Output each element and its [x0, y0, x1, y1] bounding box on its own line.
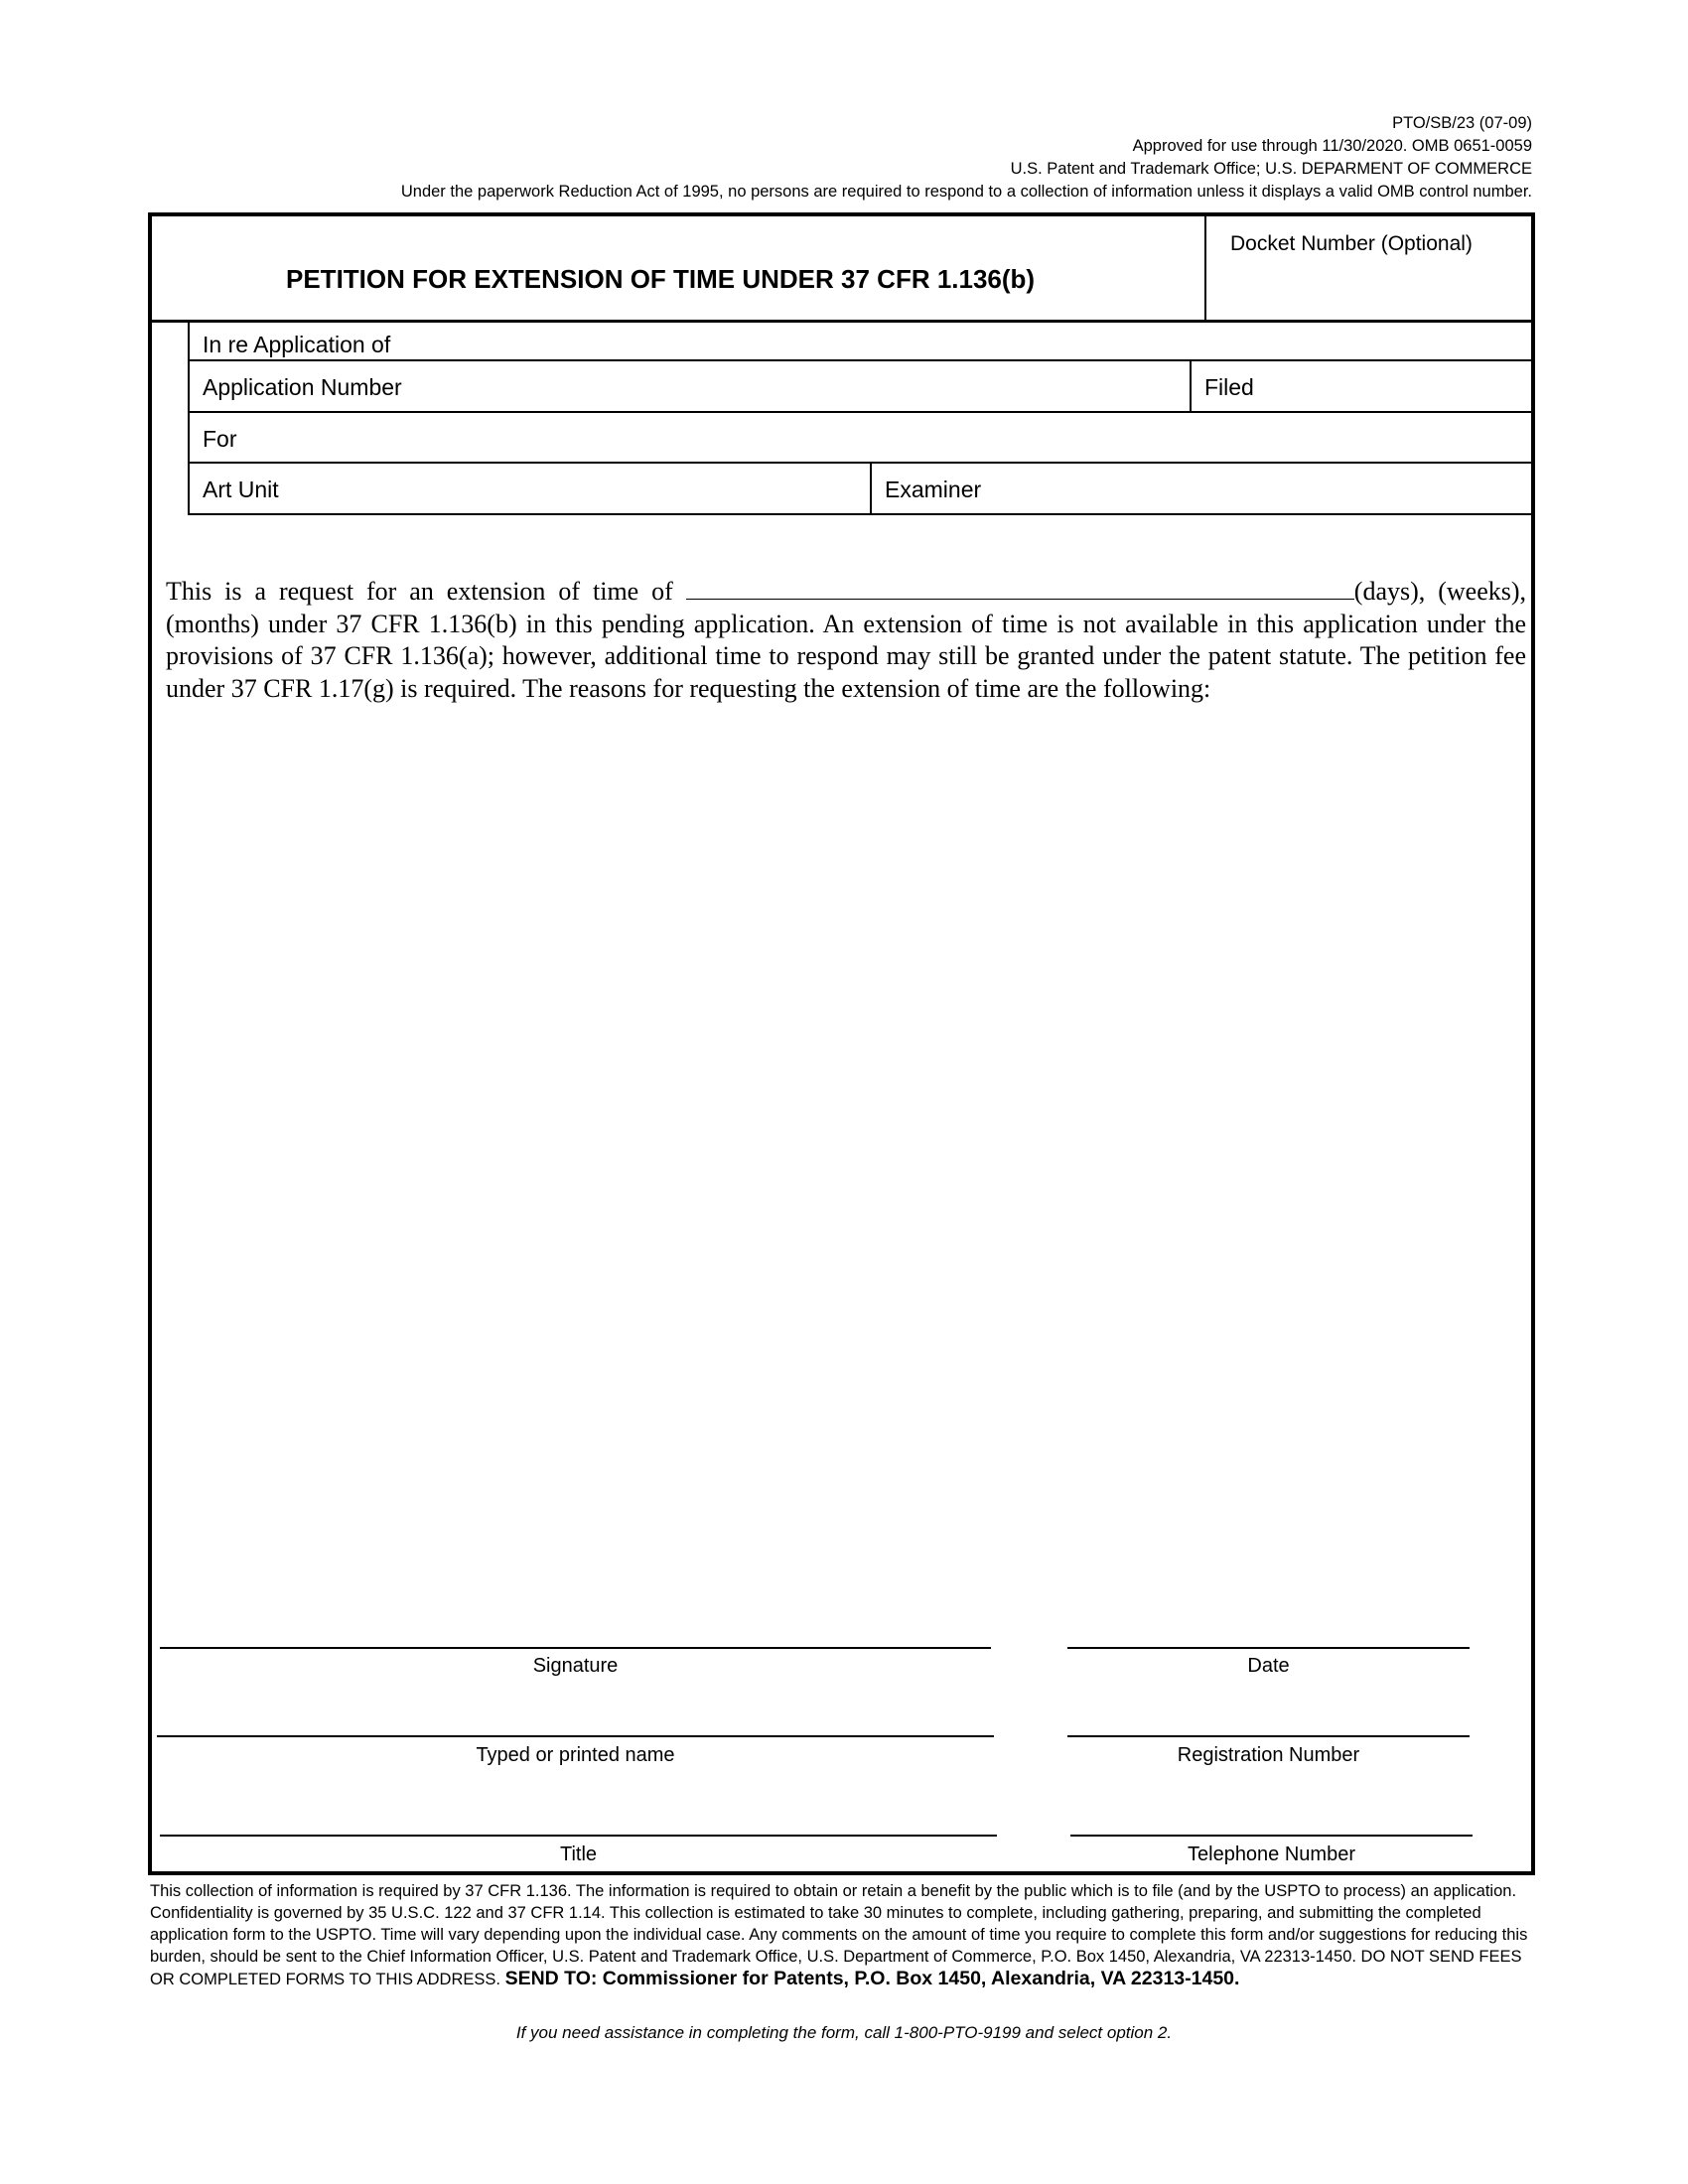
art-unit-label: Art Unit — [203, 477, 279, 502]
filed-label: Filed — [1204, 374, 1254, 400]
form-frame — [148, 212, 1535, 1875]
paperwork-notice: Under the paperwork Reduction Act of 1995, no persons are required to respond to a collection of information unless it displays a valid OMB control number. — [400, 183, 1532, 201]
typed-name-label: Typed or printed name — [476, 1744, 675, 1766]
collection-notice-text: This collection of information is required by 37 CFR 1.136. The information is required to obtain or retain a benefit by the public which is to file (and by the USPTO to process) an application. Confidentiality is governed by 35 U.S.C. 122 and 37 CFR 1.14. This collection is estimated to take 30 minutes to complete, including gathering, preparing, and submitting the completed application form to the USPTO. Time will vary depending upon the individual case. Any comments on the amount of time you require to complete this form and/or suggestions for reducing this burden, should be sent to the Chief Information Officer, U.S. Patent and Trademark Office, U.S. Department of Commerce, P.O. Box 1450, Alexandria, VA 22313-1450. DO NOT SEND FEES OR COMPLETED FORMS TO THIS ADDRESS. — [150, 1882, 1528, 1988]
request-paragraph — [166, 576, 1526, 705]
registration-label: Registration Number — [1177, 1744, 1360, 1766]
examiner-field[interactable] — [1006, 466, 1530, 505]
collection-notice — [150, 1880, 1535, 1990]
grid-row-line-1 — [188, 359, 1531, 361]
extension-period-blank[interactable] — [686, 579, 1354, 600]
form-header — [401, 112, 1532, 204]
grid-bottom-line — [188, 513, 1531, 515]
form-number: PTO/SB/23 (07-09) — [1392, 114, 1532, 132]
request-prefix: This is a request for an extension of time of — [166, 577, 673, 606]
filed-field[interactable] — [1264, 363, 1530, 403]
telephone-label: Telephone Number — [1188, 1843, 1355, 1865]
request-units: (days), (weeks), — [1353, 577, 1527, 606]
in-re-field[interactable] — [509, 324, 1530, 357]
in-re-label: In re Application of — [203, 332, 391, 357]
agency-name: U.S. Patent and Trademark Office; U.S. DEPARMENT OF COMMERCE — [1010, 160, 1532, 178]
assistance-line: If you need assistance in completing the form, call 1-800-PTO-9199 and select option 2. — [515, 2023, 1173, 2042]
title-label: Title — [559, 1843, 598, 1865]
grid-row-line-3 — [188, 462, 1531, 464]
grid-row-line-2 — [188, 411, 1531, 413]
filed-divider — [1190, 359, 1192, 411]
reasons-area[interactable] — [166, 713, 1526, 1636]
grid-left-edge — [188, 322, 190, 513]
send-to-address: SEND TO: Commissioner for Patents, P.O. Box 1450, Alexandria, VA 22313-1450. — [504, 1968, 1240, 1989]
form-title: PETITION FOR EXTENSION OF TIME UNDER 37 CFR 1.136(b) — [286, 264, 1036, 294]
for-label: For — [203, 426, 237, 452]
examiner-label: Examiner — [885, 477, 982, 502]
date-line[interactable] — [1067, 1647, 1470, 1649]
date-label: Date — [1247, 1655, 1290, 1677]
title-line[interactable] — [160, 1835, 997, 1837]
registration-line[interactable] — [1067, 1735, 1470, 1737]
application-number-label: Application Number — [203, 374, 402, 400]
telephone-line[interactable] — [1070, 1835, 1473, 1837]
title-row-bottom — [152, 320, 1531, 323]
request-body: (months) under 37 CFR 1.136(b) in this pending application. An extension of time is not available in this application under the provisions of 37 CFR 1.136(a); however, additional time to respond may still be granted under the patent statute. The petition fee under 37 CFR 1.17(g) is required. The reasons for requesting the extension of time are the following: — [166, 609, 1526, 703]
docket-number-field[interactable] — [1206, 260, 1531, 318]
application-number-field[interactable] — [509, 363, 1185, 403]
omb-approval: Approved for use through 11/30/2020. OMB 0651-0059 — [1132, 137, 1532, 155]
examiner-divider — [870, 462, 872, 513]
docket-number-label: Docket Number (Optional) — [1230, 232, 1473, 255]
signature-label: Signature — [532, 1655, 619, 1677]
typed-name-line[interactable] — [157, 1735, 994, 1737]
signature-line[interactable] — [160, 1647, 991, 1649]
for-field[interactable] — [261, 415, 1530, 455]
